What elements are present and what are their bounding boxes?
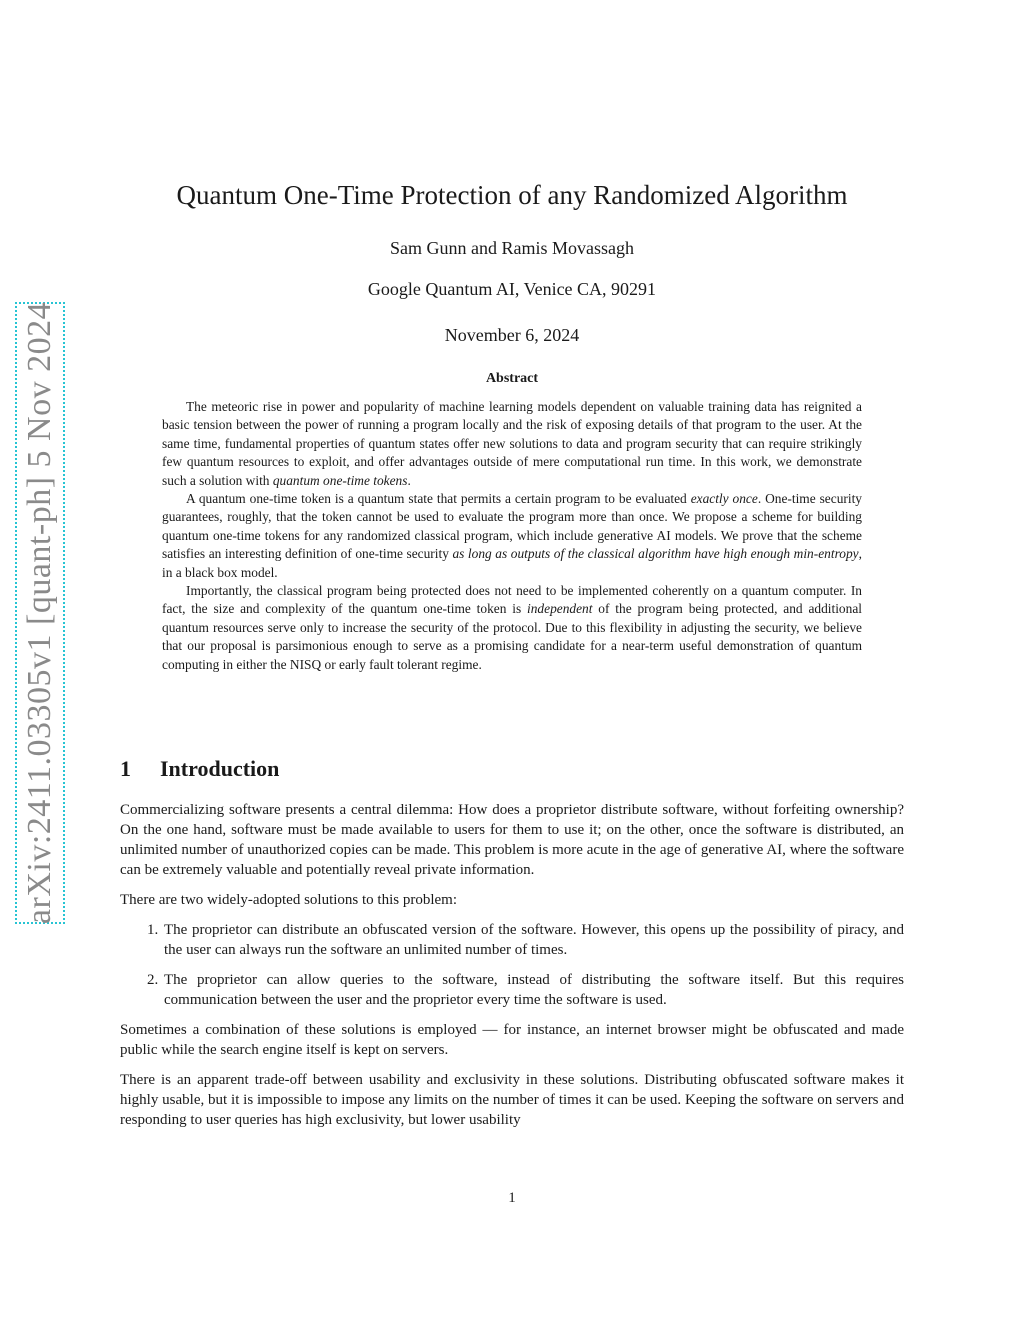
page-number: 1 (508, 1190, 516, 1206)
authors: Sam Gunn and Ramis Movassagh (390, 238, 634, 258)
abstract-body (162, 398, 862, 674)
arxiv-identifier: arXiv:2411.03305v1 [quant-ph] 5 Nov 2024 (21, 301, 58, 925)
emphasis: independent (527, 601, 593, 617)
section-heading (120, 756, 279, 782)
paper-title: Quantum One-Time Protection of any Randomized Algorithm (176, 180, 848, 210)
section-title: Introduction (160, 756, 280, 781)
body-paragraph: Sometimes a combination of these solutions is employed — for instance, an internet browser might be obfuscated and made public while the search engine itself is kept on servers. (120, 1022, 904, 1058)
list-item: 2. The proprietor can allow queries to the software, instead of distributing the software itself. But this requires communication between the user and the proprietor every time the software is used. (162, 970, 904, 1010)
date: November 6, 2024 (444, 325, 580, 345)
emphasis: exactly once (690, 491, 758, 507)
abstract-paragraph: Importantly, the classical program being protected does not need to be implemented coherently on a quantum computer. In fact, the size and complexity of the quantum one-time token is independent of the program being protected, and additional quantum resources serve only to increase the security of the protocol. Due to this flexibility in adjusting the security, we believe that our proposal is parsimonious enough to serve as a promising candidate for a near-term useful demonstration of quantum computing in either the NISQ or early fault tolerant regime. (162, 583, 862, 672)
affiliation: Google Quantum AI, Venice CA, 90291 (367, 279, 657, 299)
introduction-body (120, 800, 904, 1140)
arxiv-identifier-stamp (15, 302, 65, 924)
abstract-heading: Abstract (485, 371, 539, 386)
section-number: 1 (120, 756, 131, 781)
body-paragraph: There are two widely-adopted solutions to this problem: (120, 892, 458, 908)
body-paragraph: Commercializing software presents a central dilemma: How does a proprietor distribute software, without forfeiting ownership? On the one hand, software must be made available to users for them to use it; on the other, once the software is distributed, an unlimited number of unauthorized copies can be made. This problem is more acute in the age of generative AI, where the software can be extremely valuable and potentially reveal private information. (120, 802, 904, 878)
abstract-paragraph: The meteoric rise in power and popularity of machine learning models dependent on valuable training data has reignited a basic tension between the power of running a program locally and the risk of exposing details of that program to the user. At the same time, fundamental properties of quantum states offer new solutions to data and program security that can require strikingly few quantum resources to exploit, and offer advantages outside of mere computational run time. In this work, we demonstrate such a solution with quantum one-time tokens. (162, 399, 862, 488)
abstract-paragraph: A quantum one-time token is a quantum state that permits a certain program to be evaluated exactly once. One-time security guarantees, roughly, that the token cannot be used to evaluate the program more than once. We propose a scheme for building quantum one-time tokens for any randomized classical program, which include generative AI models. We prove that the scheme satisfies an interesting definition of one-time security as long as outputs of the classical algorithm have high enough min-entropy, in a black box model. (162, 491, 862, 580)
emphasis: as long as outputs of the classical algorithm have high enough min-entropy (452, 546, 859, 562)
emphasis: quantum one-time tokens (272, 472, 408, 488)
body-paragraph: There is an apparent trade-off between usability and exclusivity in these solutions. Distributing obfuscated software makes it highly usable, but it is impossible to impose any limits on the number of times it can be used. Keeping the software on servers and responding to user queries has high exclusivity, but lower usability (120, 1072, 904, 1128)
solutions-list (120, 920, 904, 1010)
list-item: 1. The proprietor can distribute an obfuscated version of the software. However, this opens up the possibility of piracy, and the user can always run the software an unlimited number of times. (162, 920, 904, 960)
